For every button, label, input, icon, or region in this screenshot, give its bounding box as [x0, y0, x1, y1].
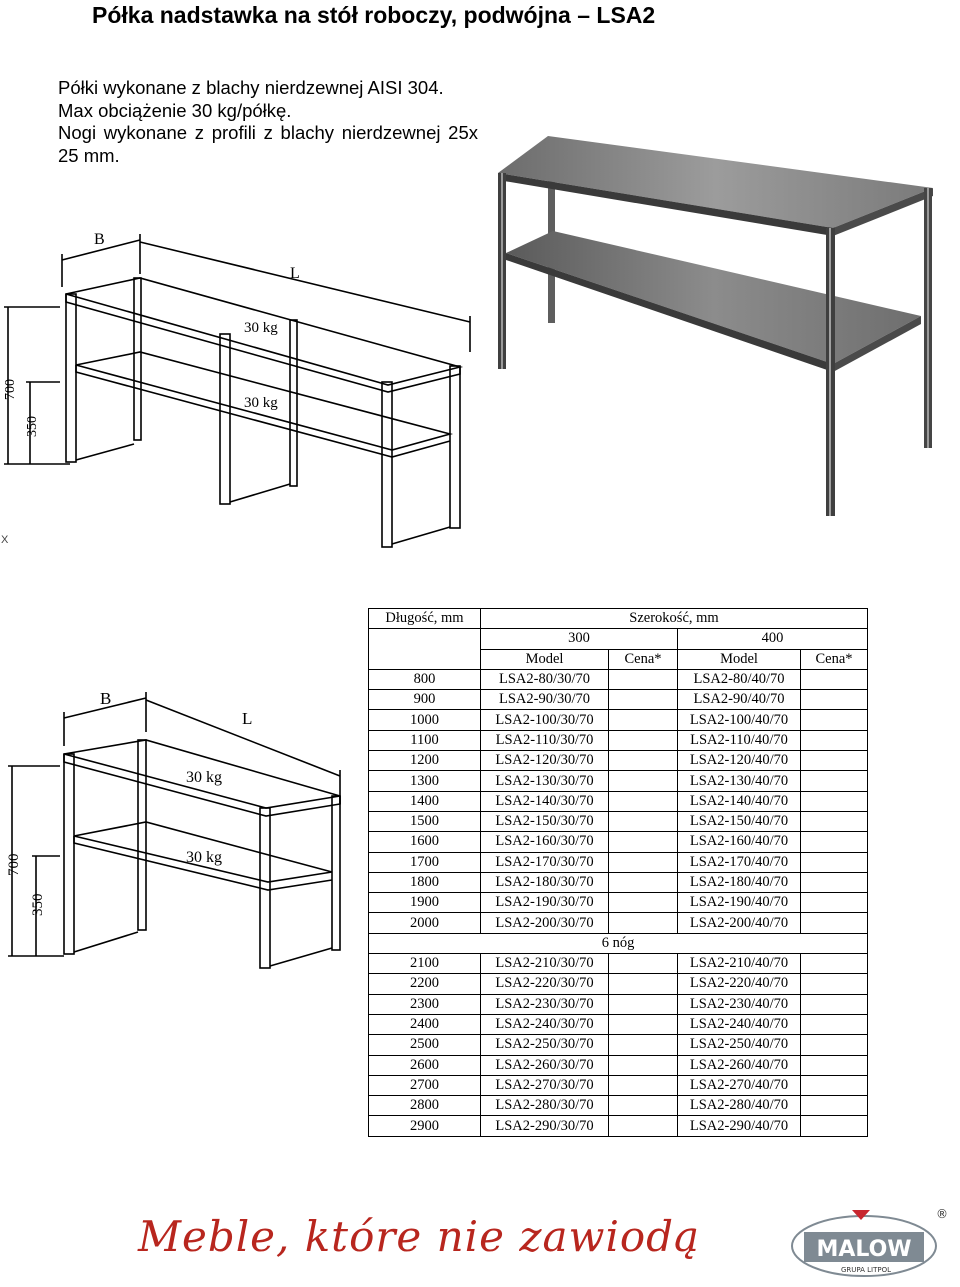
price-400-cell — [801, 994, 868, 1014]
table-row — [369, 1055, 868, 1075]
model-400-cell: LSA2-240/40/70 — [678, 1014, 801, 1034]
model-300-cell: LSA2-200/30/70 — [481, 913, 609, 933]
model-300-cell: LSA2-220/30/70 — [481, 974, 609, 994]
price-300-cell — [609, 913, 678, 933]
length-cell: 1700 — [369, 852, 481, 872]
price-300-cell — [609, 690, 678, 710]
table-row — [369, 893, 868, 913]
drawing2-height-total: 700 — [6, 853, 22, 876]
drawing1-load-top: 30 kg — [244, 320, 278, 336]
table-row — [369, 832, 868, 852]
table-row — [369, 994, 868, 1014]
drawing1-label-l: L — [290, 265, 300, 282]
price-300-cell — [609, 954, 678, 974]
drawing2-load-bottom: 30 kg — [186, 849, 222, 866]
model-400-cell: LSA2-140/40/70 — [678, 791, 801, 811]
empty-cell — [369, 629, 481, 649]
table-row — [369, 954, 868, 974]
price-400-cell — [801, 791, 868, 811]
table-row — [369, 872, 868, 892]
description-line-material: Półki wykonane z blachy nierdzewnej AISI 304. — [58, 77, 444, 98]
price-400-cell — [801, 1035, 868, 1055]
empty-cell — [369, 649, 481, 669]
model-300-cell: LSA2-80/30/70 — [481, 669, 609, 689]
table-row — [369, 811, 868, 831]
drawing1-load-bottom: 30 kg — [244, 395, 278, 411]
length-cell: 1400 — [369, 791, 481, 811]
price-400-cell — [801, 852, 868, 872]
model-400-cell: LSA2-100/40/70 — [678, 710, 801, 730]
header-row — [369, 609, 868, 629]
price-300-cell — [609, 1014, 678, 1034]
page-title: Półka nadstawka na stół roboczy, podwójna – LSA2 — [92, 2, 656, 28]
drawing1-x-mark: X — [1, 534, 9, 546]
model-400-cell: LSA2-90/40/70 — [678, 690, 801, 710]
length-cell: 2700 — [369, 1075, 481, 1095]
width-row — [369, 629, 868, 649]
model-300-cell: LSA2-240/30/70 — [481, 1014, 609, 1034]
width-400: 400 — [678, 629, 868, 649]
length-cell: 1300 — [369, 771, 481, 791]
model-300-cell: LSA2-160/30/70 — [481, 832, 609, 852]
length-cell: 1900 — [369, 893, 481, 913]
product-description — [58, 77, 478, 167]
model-400-cell: LSA2-210/40/70 — [678, 954, 801, 974]
drawing1-height-lower: 350 — [25, 416, 40, 437]
length-cell: 2100 — [369, 954, 481, 974]
model-300-cell: LSA2-190/30/70 — [481, 893, 609, 913]
table-row — [369, 852, 868, 872]
price-300-cell — [609, 1055, 678, 1075]
width-300: 300 — [481, 629, 678, 649]
model-300-cell: LSA2-230/30/70 — [481, 994, 609, 1014]
six-legs-label: 6 nóg — [369, 933, 868, 953]
table-row — [369, 1116, 868, 1136]
price-400-cell — [801, 893, 868, 913]
price-400-cell — [801, 751, 868, 771]
price-400-cell — [801, 1014, 868, 1034]
length-cell: 1000 — [369, 710, 481, 730]
subheader-price-300: Cena* — [609, 649, 678, 669]
model-300-cell: LSA2-130/30/70 — [481, 771, 609, 791]
table-row — [369, 710, 868, 730]
length-cell: 900 — [369, 690, 481, 710]
model-400-cell: LSA2-110/40/70 — [678, 730, 801, 750]
price-400-cell — [801, 1055, 868, 1075]
drawing1-label-b: B — [94, 231, 105, 248]
model-400-cell: LSA2-270/40/70 — [678, 1075, 801, 1095]
technical-drawing-top — [0, 222, 480, 552]
logo-text: MALOW — [816, 1237, 912, 1262]
model-300-cell: LSA2-180/30/70 — [481, 872, 609, 892]
price-400-cell — [801, 690, 868, 710]
model-300-cell: LSA2-170/30/70 — [481, 852, 609, 872]
model-400-cell: LSA2-260/40/70 — [678, 1055, 801, 1075]
model-300-cell: LSA2-100/30/70 — [481, 710, 609, 730]
subheader-model-400: Model — [678, 649, 801, 669]
logo-registered: ® — [936, 1207, 948, 1221]
model-300-cell: LSA2-280/30/70 — [481, 1096, 609, 1116]
table-row — [369, 730, 868, 750]
model-300-cell: LSA2-110/30/70 — [481, 730, 609, 750]
table-row — [369, 690, 868, 710]
model-300-cell: LSA2-250/30/70 — [481, 1035, 609, 1055]
table-row — [369, 669, 868, 689]
model-400-cell: LSA2-80/40/70 — [678, 669, 801, 689]
price-400-cell — [801, 1075, 868, 1095]
description-line-load: Max obciążenie 30 kg/półkę. — [58, 99, 292, 121]
length-cell: 800 — [369, 669, 481, 689]
table-row — [369, 1075, 868, 1095]
price-400-cell — [801, 710, 868, 730]
drawing2-label-l: L — [242, 709, 253, 728]
length-cell: 2500 — [369, 1035, 481, 1055]
price-400-cell — [801, 1116, 868, 1136]
table-row — [369, 1096, 868, 1116]
table-row — [369, 1014, 868, 1034]
length-cell: 2600 — [369, 1055, 481, 1075]
model-300-cell: LSA2-90/30/70 — [481, 690, 609, 710]
subheader-model-300: Model — [481, 649, 609, 669]
model-400-cell: LSA2-190/40/70 — [678, 893, 801, 913]
price-300-cell — [609, 1075, 678, 1095]
price-300-cell — [609, 710, 678, 730]
six-legs-row — [369, 933, 868, 953]
price-300-cell — [609, 974, 678, 994]
drawing1-height-total: 700 — [3, 379, 18, 400]
model-300-cell: LSA2-260/30/70 — [481, 1055, 609, 1075]
length-cell: 2900 — [369, 1116, 481, 1136]
price-300-cell — [609, 791, 678, 811]
price-300-cell — [609, 1116, 678, 1136]
table-row — [369, 771, 868, 791]
drawing2-load-top: 30 kg — [186, 769, 222, 786]
model-400-cell: LSA2-200/40/70 — [678, 913, 801, 933]
model-400-cell: LSA2-230/40/70 — [678, 994, 801, 1014]
table-row — [369, 1035, 868, 1055]
price-300-cell — [609, 730, 678, 750]
length-cell: 2300 — [369, 994, 481, 1014]
model-300-cell: LSA2-140/30/70 — [481, 791, 609, 811]
price-400-cell — [801, 954, 868, 974]
subheader-row — [369, 649, 868, 669]
price-300-cell — [609, 872, 678, 892]
spec-table — [368, 608, 868, 1137]
table-row — [369, 913, 868, 933]
model-400-cell: LSA2-150/40/70 — [678, 811, 801, 831]
length-cell: 2400 — [369, 1014, 481, 1034]
price-300-cell — [609, 669, 678, 689]
drawing2-label-b: B — [100, 689, 112, 708]
length-cell: 1800 — [369, 872, 481, 892]
model-400-cell: LSA2-160/40/70 — [678, 832, 801, 852]
description-line-legs: Nogi wykonane z profili z blachy nierdzewnej 25x 25 mm. — [58, 122, 478, 166]
price-300-cell — [609, 1096, 678, 1116]
model-300-cell: LSA2-290/30/70 — [481, 1116, 609, 1136]
price-300-cell — [609, 1035, 678, 1055]
length-cell: 1500 — [369, 811, 481, 831]
price-300-cell — [609, 832, 678, 852]
price-300-cell — [609, 771, 678, 791]
slogan: Meble, które nie zawiodą — [138, 1212, 701, 1261]
price-400-cell — [801, 974, 868, 994]
model-300-cell: LSA2-120/30/70 — [481, 751, 609, 771]
header-length: Długość, mm — [369, 609, 481, 629]
model-400-cell: LSA2-180/40/70 — [678, 872, 801, 892]
model-400-cell: LSA2-290/40/70 — [678, 1116, 801, 1136]
model-400-cell: LSA2-220/40/70 — [678, 974, 801, 994]
table-row — [369, 791, 868, 811]
model-400-cell: LSA2-130/40/70 — [678, 771, 801, 791]
malow-logo — [778, 1206, 956, 1282]
length-cell: 1600 — [369, 832, 481, 852]
model-400-cell: LSA2-250/40/70 — [678, 1035, 801, 1055]
drawing2-height-lower: 350 — [30, 893, 46, 916]
price-300-cell — [609, 994, 678, 1014]
model-300-cell: LSA2-270/30/70 — [481, 1075, 609, 1095]
price-300-cell — [609, 811, 678, 831]
price-400-cell — [801, 811, 868, 831]
logo-subtext: GRUPA LITPOL — [840, 1266, 892, 1274]
model-400-cell: LSA2-120/40/70 — [678, 751, 801, 771]
price-400-cell — [801, 872, 868, 892]
length-cell: 2200 — [369, 974, 481, 994]
price-400-cell — [801, 730, 868, 750]
price-400-cell — [801, 913, 868, 933]
length-cell: 2800 — [369, 1096, 481, 1116]
price-400-cell — [801, 669, 868, 689]
table-row — [369, 974, 868, 994]
model-400-cell: LSA2-280/40/70 — [678, 1096, 801, 1116]
product-photo — [488, 128, 938, 518]
price-400-cell — [801, 1096, 868, 1116]
price-400-cell — [801, 771, 868, 791]
length-cell: 1200 — [369, 751, 481, 771]
price-300-cell — [609, 751, 678, 771]
length-cell: 1100 — [369, 730, 481, 750]
price-400-cell — [801, 832, 868, 852]
model-300-cell: LSA2-210/30/70 — [481, 954, 609, 974]
price-300-cell — [609, 852, 678, 872]
subheader-price-400: Cena* — [801, 649, 868, 669]
table-row — [369, 751, 868, 771]
header-width: Szerokość, mm — [481, 609, 868, 629]
technical-drawing-bottom — [0, 676, 350, 972]
price-300-cell — [609, 893, 678, 913]
model-300-cell: LSA2-150/30/70 — [481, 811, 609, 831]
model-400-cell: LSA2-170/40/70 — [678, 852, 801, 872]
length-cell: 2000 — [369, 913, 481, 933]
